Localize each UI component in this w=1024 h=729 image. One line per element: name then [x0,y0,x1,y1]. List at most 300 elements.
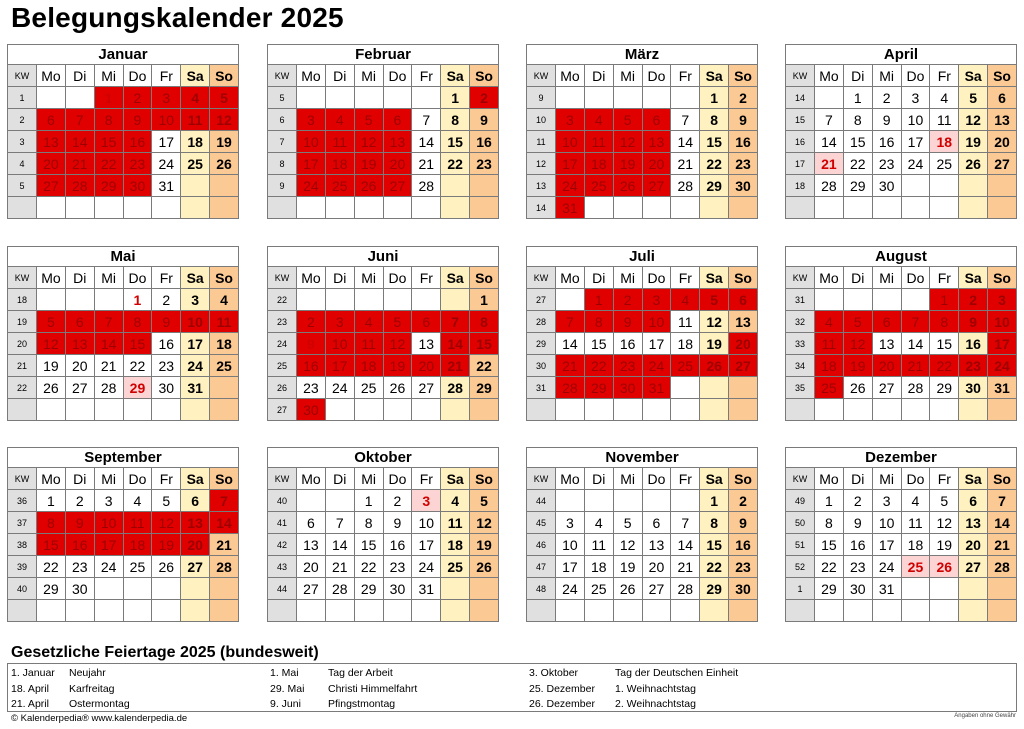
day-cell: 28 [94,377,123,399]
day-cell: 2 [383,490,412,512]
weekday-header: Sa [959,267,988,289]
weekday-header: Di [325,65,354,87]
day-cell: 31 [152,175,181,197]
empty-cell [94,399,123,421]
weekday-header: Fr [412,468,441,490]
day-cell: 1 [843,87,872,109]
week-row [527,311,758,333]
empty-cell [872,600,901,622]
day-cell: 5 [959,87,988,109]
day-cell: 3 [297,109,326,131]
week-number: 1 [786,578,815,600]
day-cell: 22 [37,556,66,578]
day-cell: 13 [181,512,210,534]
day-cell: 18 [671,333,700,355]
empty-cell [700,600,729,622]
empty-cell [901,197,930,219]
day-cell: 31 [872,578,901,600]
kw-header: KW [527,267,556,289]
day-cell: 25 [671,355,700,377]
week-row [8,600,239,622]
week-row [527,578,758,600]
empty-cell [441,289,470,311]
day-cell: 14 [901,333,930,355]
month-title: Januar [7,44,239,64]
weekday-header: Mi [872,65,901,87]
empty-cell [584,600,613,622]
day-cell: 25 [584,175,613,197]
day-cell: 22 [123,355,152,377]
day-cell: 30 [843,578,872,600]
footer-disclaimer: Angaben ohne Gewähr [954,713,1016,719]
day-cell: 12 [383,333,412,355]
holidays-list [7,663,1017,712]
day-cell: 24 [412,556,441,578]
empty-cell [210,197,239,219]
day-cell: 10 [901,109,930,131]
day-cell: 19 [210,131,239,153]
week-number: 7 [268,131,297,153]
weekday-header: Mi [354,267,383,289]
holiday-date: 29. Mai [270,682,305,695]
empty-cell [94,600,123,622]
empty-cell [297,289,326,311]
day-cell: 3 [988,289,1017,311]
day-cell: 16 [729,131,758,153]
empty-cell [584,399,613,421]
weekday-header: Sa [181,65,210,87]
day-cell: 7 [671,512,700,534]
day-cell: 5 [700,289,729,311]
day-cell: 8 [843,109,872,131]
kw-header: KW [786,468,815,490]
empty-cell [412,197,441,219]
day-cell: 23 [470,153,499,175]
month-oktober [267,447,499,622]
day-cell: 11 [930,109,959,131]
kw-header: KW [8,65,37,87]
week-number: 41 [268,512,297,534]
weekday-header: So [988,267,1017,289]
day-cell: 4 [181,87,210,109]
day-cell: 21 [412,153,441,175]
week-number: 32 [786,311,815,333]
day-cell: 23 [383,556,412,578]
day-cell: 18 [354,355,383,377]
day-cell: 17 [181,333,210,355]
week-number [527,600,556,622]
day-cell: 6 [729,289,758,311]
month-title: August [785,246,1017,266]
day-cell: 14 [210,512,239,534]
day-cell: 7 [556,311,585,333]
week-number: 27 [527,289,556,311]
day-cell: 16 [729,534,758,556]
day-cell: 18 [123,534,152,556]
day-cell: 31 [556,197,585,219]
day-cell: 1 [441,87,470,109]
day-cell: 27 [642,175,671,197]
day-cell: 2 [297,311,326,333]
day-cell: 23 [729,556,758,578]
day-cell: 28 [901,377,930,399]
day-cell: 21 [815,153,844,175]
week-row [268,600,499,622]
day-cell: 24 [297,175,326,197]
day-cell: 20 [65,355,94,377]
empty-cell [441,175,470,197]
weekday-header: Do [383,65,412,87]
day-cell: 28 [671,175,700,197]
day-cell: 9 [383,512,412,534]
weekday-header: Di [843,65,872,87]
weekday-header: Mi [613,468,642,490]
day-cell: 22 [584,355,613,377]
week-number: 22 [268,289,297,311]
day-cell: 24 [556,578,585,600]
day-cell: 1 [470,289,499,311]
day-cell: 26 [383,377,412,399]
empty-cell [613,197,642,219]
weekday-header: Fr [152,65,181,87]
month-table [267,266,499,421]
holiday-date: 26. Dezember [529,698,595,710]
week-number: 1 [8,87,37,109]
empty-cell [325,87,354,109]
week-row [527,131,758,153]
day-cell: 3 [152,87,181,109]
day-cell: 26 [354,175,383,197]
empty-cell [123,578,152,600]
weekday-header: Mi [613,267,642,289]
week-number: 15 [786,109,815,131]
empty-cell [843,289,872,311]
weekday-header: Sa [181,468,210,490]
week-row [8,333,239,355]
day-cell: 30 [123,175,152,197]
day-cell: 30 [729,578,758,600]
month-table [7,266,239,421]
week-number: 50 [786,512,815,534]
day-cell: 11 [901,512,930,534]
day-cell: 20 [729,333,758,355]
empty-cell [584,197,613,219]
empty-cell [441,578,470,600]
day-cell: 1 [700,490,729,512]
day-cell: 26 [37,377,66,399]
weekday-header: Mi [354,468,383,490]
empty-cell [671,399,700,421]
footer-copyright: © Kalenderpedia® www.kalenderpedia.de [11,713,188,724]
empty-cell [37,289,66,311]
empty-cell [729,197,758,219]
day-cell: 12 [210,109,239,131]
day-cell: 10 [872,512,901,534]
week-row [268,289,499,311]
month-table [267,64,499,219]
weekday-header: Fr [930,468,959,490]
week-row [8,556,239,578]
week-row [527,289,758,311]
day-cell: 3 [872,490,901,512]
empty-cell [901,600,930,622]
empty-cell [671,377,700,399]
day-cell: 15 [354,534,383,556]
empty-cell [94,578,123,600]
holiday-name: Tag der Deutschen Einheit [615,667,739,679]
week-number: 18 [8,289,37,311]
day-cell: 17 [872,534,901,556]
week-row [786,109,1017,131]
day-cell: 26 [613,578,642,600]
weekday-header: Do [123,65,152,87]
holiday-name: 1. Weihnachtstag [615,682,696,695]
month-mai [7,246,239,421]
empty-cell [872,197,901,219]
day-cell: 17 [152,131,181,153]
day-cell: 4 [354,311,383,333]
week-row [268,399,499,421]
month-januar [7,44,239,219]
month-title: Februar [267,44,499,64]
empty-cell [930,578,959,600]
weekday-header: Mo [556,65,585,87]
empty-cell [94,289,123,311]
empty-cell [65,197,94,219]
empty-cell [642,87,671,109]
empty-cell [901,175,930,197]
day-cell: 17 [556,556,585,578]
empty-cell [729,399,758,421]
day-cell: 10 [297,131,326,153]
empty-cell [815,600,844,622]
day-cell: 6 [642,512,671,534]
week-row [8,377,239,399]
weekday-header: Mi [613,65,642,87]
month-title: April [785,44,1017,64]
day-cell: 11 [671,311,700,333]
day-cell: 5 [383,311,412,333]
weekday-header: Do [901,468,930,490]
week-number: 5 [8,175,37,197]
day-cell: 29 [94,175,123,197]
holiday-date: 21. April [11,698,49,710]
day-cell: 27 [65,377,94,399]
week-number: 40 [268,490,297,512]
empty-cell [412,399,441,421]
day-cell: 9 [297,333,326,355]
day-cell: 13 [872,333,901,355]
empty-cell [354,399,383,421]
month-dezember [785,447,1017,622]
week-number: 45 [527,512,556,534]
week-row [8,197,239,219]
day-cell: 4 [441,490,470,512]
weekday-header: So [470,468,499,490]
week-row [786,556,1017,578]
empty-cell [123,197,152,219]
empty-cell [556,600,585,622]
day-cell: 24 [181,355,210,377]
day-cell: 13 [65,333,94,355]
day-cell: 2 [152,289,181,311]
month-table [785,64,1017,219]
holiday-name: Neujahr [69,667,106,679]
week-number: 16 [786,131,815,153]
holiday-name: Pfingstmontag [328,698,396,710]
day-cell: 4 [123,490,152,512]
empty-cell [181,600,210,622]
day-cell: 28 [815,175,844,197]
day-cell: 29 [700,578,729,600]
day-cell: 14 [988,512,1017,534]
day-cell: 6 [181,490,210,512]
day-cell: 16 [123,131,152,153]
day-cell: 14 [441,333,470,355]
day-cell: 20 [642,153,671,175]
empty-cell [729,600,758,622]
day-cell: 8 [354,512,383,534]
week-row [786,311,1017,333]
week-row [527,490,758,512]
day-cell: 19 [152,534,181,556]
day-cell: 8 [470,311,499,333]
week-number: 39 [8,556,37,578]
weekday-header: Mo [297,468,326,490]
empty-cell [123,600,152,622]
day-cell: 25 [123,556,152,578]
day-cell: 6 [959,490,988,512]
week-row [8,490,239,512]
day-cell: 3 [901,87,930,109]
day-cell: 24 [152,153,181,175]
day-cell: 22 [815,556,844,578]
week-row [786,377,1017,399]
day-cell: 20 [412,355,441,377]
day-cell: 20 [37,153,66,175]
week-number: 40 [8,578,37,600]
day-cell: 18 [325,153,354,175]
day-cell: 4 [584,512,613,534]
empty-cell [152,197,181,219]
day-cell: 18 [584,153,613,175]
empty-cell [930,197,959,219]
weekday-header: Di [325,267,354,289]
weekday-header: Mi [94,267,123,289]
week-number: 52 [786,556,815,578]
week-number [527,399,556,421]
week-row [8,578,239,600]
day-cell: 9 [843,512,872,534]
day-cell: 6 [988,87,1017,109]
week-number: 18 [786,175,815,197]
weekday-header: Mo [297,267,326,289]
day-cell: 9 [729,109,758,131]
day-cell: 25 [584,578,613,600]
empty-cell [959,175,988,197]
day-cell: 23 [297,377,326,399]
week-number: 12 [527,153,556,175]
kw-header: KW [268,65,297,87]
day-cell: 11 [815,333,844,355]
day-cell: 10 [556,131,585,153]
empty-cell [556,399,585,421]
week-number: 31 [527,377,556,399]
day-cell: 20 [383,153,412,175]
day-cell: 24 [642,355,671,377]
day-cell: 22 [843,153,872,175]
empty-cell [613,399,642,421]
empty-cell [325,399,354,421]
empty-cell [383,600,412,622]
empty-cell [901,578,930,600]
day-cell: 23 [872,153,901,175]
day-cell: 29 [700,175,729,197]
empty-cell [671,490,700,512]
weekday-header: Di [584,65,613,87]
weekday-header: Sa [959,65,988,87]
day-cell: 28 [412,175,441,197]
weekday-header: Do [123,267,152,289]
page-title: Belegungskalender 2025 [11,2,344,33]
empty-cell [412,600,441,622]
day-cell: 2 [123,87,152,109]
day-cell: 4 [930,87,959,109]
day-cell: 29 [470,377,499,399]
week-number: 36 [8,490,37,512]
day-cell: 25 [181,153,210,175]
day-cell: 25 [325,175,354,197]
week-row [8,109,239,131]
day-cell: 12 [613,131,642,153]
empty-cell [642,490,671,512]
empty-cell [210,600,239,622]
week-row [786,600,1017,622]
empty-cell [930,600,959,622]
day-cell: 17 [988,333,1017,355]
empty-cell [412,289,441,311]
day-cell: 5 [470,490,499,512]
week-row [527,512,758,534]
week-row [786,355,1017,377]
day-cell: 3 [556,109,585,131]
week-number: 11 [527,131,556,153]
day-cell: 30 [297,399,326,421]
empty-cell [959,578,988,600]
day-cell: 6 [642,109,671,131]
day-cell: 13 [383,131,412,153]
weekday-header: Sa [700,65,729,87]
month-title: September [7,447,239,467]
weekday-header: Mo [815,267,844,289]
week-row [786,490,1017,512]
day-cell: 7 [671,109,700,131]
day-cell: 22 [94,153,123,175]
weekday-header: Do [642,468,671,490]
empty-cell [354,197,383,219]
week-number [786,197,815,219]
holiday-name: Karfreitag [69,682,115,695]
day-cell: 3 [94,490,123,512]
day-cell: 31 [642,377,671,399]
week-number: 14 [786,87,815,109]
day-cell: 26 [470,556,499,578]
day-cell: 15 [584,333,613,355]
day-cell: 21 [901,355,930,377]
empty-cell [383,197,412,219]
empty-cell [297,87,326,109]
day-cell: 27 [642,578,671,600]
